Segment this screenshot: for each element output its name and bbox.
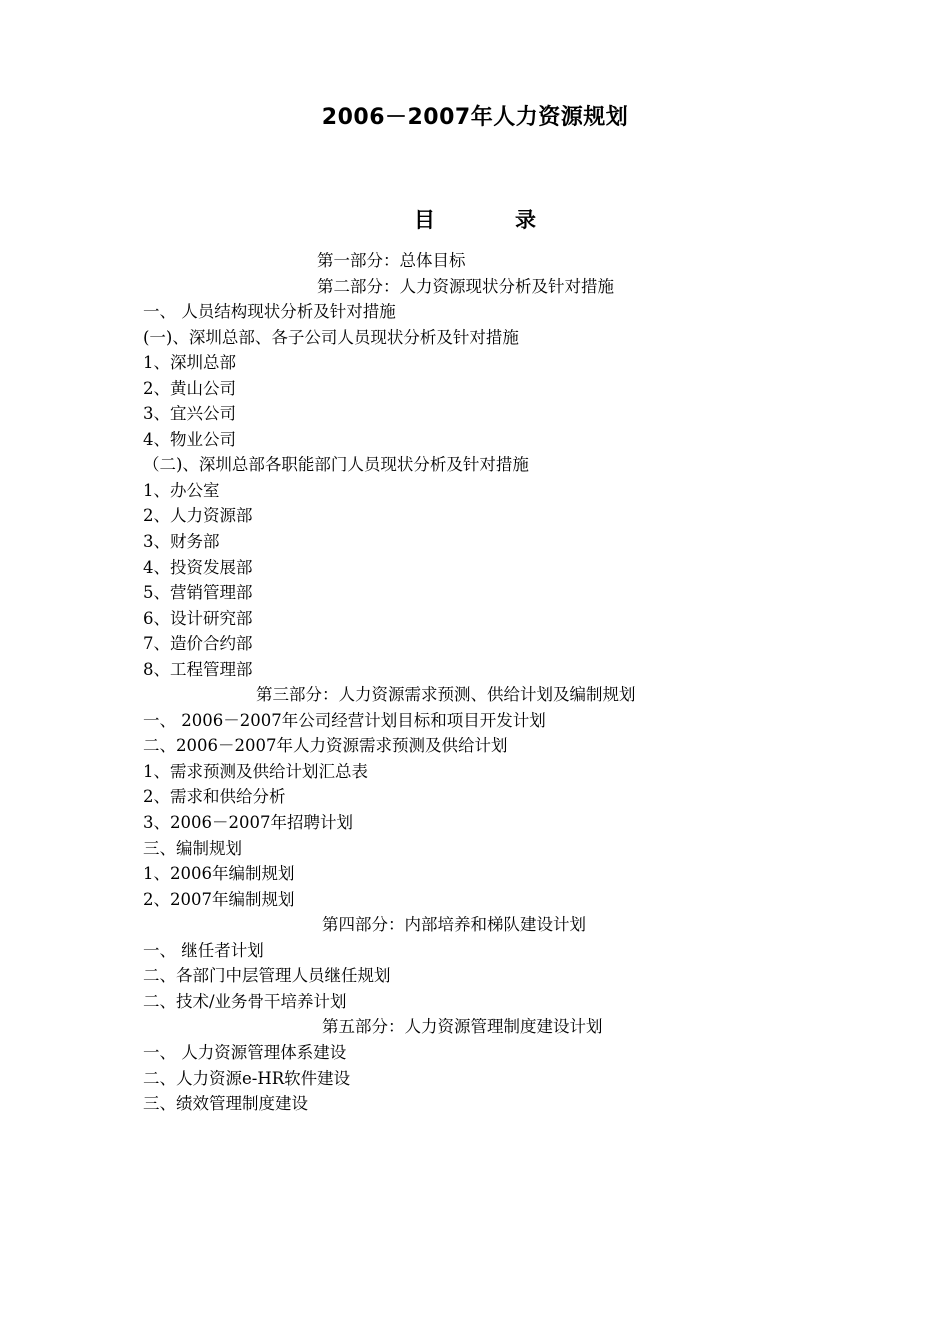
toc-heading-left: 目 bbox=[414, 207, 435, 232]
toc-entry: 三、编制规划 bbox=[143, 838, 242, 858]
toc-entry: 8、工程管理部 bbox=[143, 659, 253, 679]
toc-entry: 一、 继任者计划 bbox=[143, 940, 264, 960]
toc-entry: 二、各部门中层管理人员继任规划 bbox=[143, 966, 391, 986]
toc-entry: 1、办公室 bbox=[143, 480, 220, 500]
toc-entry: 1、需求预测及供给计划汇总表 bbox=[143, 761, 368, 781]
toc-entry: 6、设计研究部 bbox=[143, 608, 253, 628]
toc-part-heading: 第二部分：人力资源现状分析及针对措施 bbox=[317, 276, 614, 296]
toc-part-heading: 第一部分：总体目标 bbox=[317, 251, 466, 270]
toc-entry: 3、财务部 bbox=[143, 532, 220, 552]
toc-entry: 2、2007年编制规划 bbox=[143, 889, 295, 909]
toc-entry: 二、技术/业务骨干培养计划 bbox=[143, 991, 347, 1011]
toc-entry: 4、物业公司 bbox=[143, 429, 236, 449]
toc-entry: 3、宜兴公司 bbox=[143, 404, 236, 424]
toc-entry: （二)、深圳总部各职能部门人员现状分析及针对措施 bbox=[143, 455, 529, 475]
toc-part-heading: 第五部分：人力资源管理制度建设计划 bbox=[322, 1017, 603, 1037]
toc-entry: 三、绩效管理制度建设 bbox=[143, 1094, 308, 1114]
toc-entry: 2、需求和供给分析 bbox=[143, 787, 286, 807]
document-title: 2006－2007年人力资源规划 bbox=[321, 105, 629, 130]
toc-entry: 二、人力资源e-HR软件建设 bbox=[143, 1068, 351, 1088]
toc-entry: (一)、深圳总部、各子公司人员现状分析及针对措施 bbox=[143, 327, 519, 347]
toc-entry: 4、投资发展部 bbox=[143, 557, 253, 577]
toc-heading-right: 录 bbox=[515, 207, 536, 232]
toc-entry: 2、人力资源部 bbox=[143, 506, 253, 526]
toc-part-heading: 第四部分：内部培养和梯队建设计划 bbox=[322, 915, 586, 935]
toc-part-heading: 第三部分：人力资源需求预测、供给计划及编制规划 bbox=[256, 685, 636, 705]
toc-entry: 7、造价合约部 bbox=[143, 634, 253, 654]
toc-entry: 一、 2006－2007年公司经营计划目标和项目开发计划 bbox=[143, 710, 546, 730]
toc-entry: 一、 人员结构现状分析及针对措施 bbox=[143, 302, 396, 322]
toc-entry: 二、2006－2007年人力资源需求预测及供给计划 bbox=[143, 736, 508, 756]
toc-entry: 1、2006年编制规划 bbox=[143, 864, 295, 884]
table-of-contents bbox=[143, 248, 843, 1117]
toc-heading bbox=[0, 205, 950, 235]
toc-entry: 1、深圳总部 bbox=[143, 353, 236, 373]
toc-entry: 5、营销管理部 bbox=[143, 583, 253, 603]
toc-entry: 2、黄山公司 bbox=[143, 378, 236, 398]
toc-entry: 一、 人力资源管理体系建设 bbox=[143, 1042, 347, 1062]
toc-entry: 3、2006－2007年招聘计划 bbox=[143, 813, 353, 833]
